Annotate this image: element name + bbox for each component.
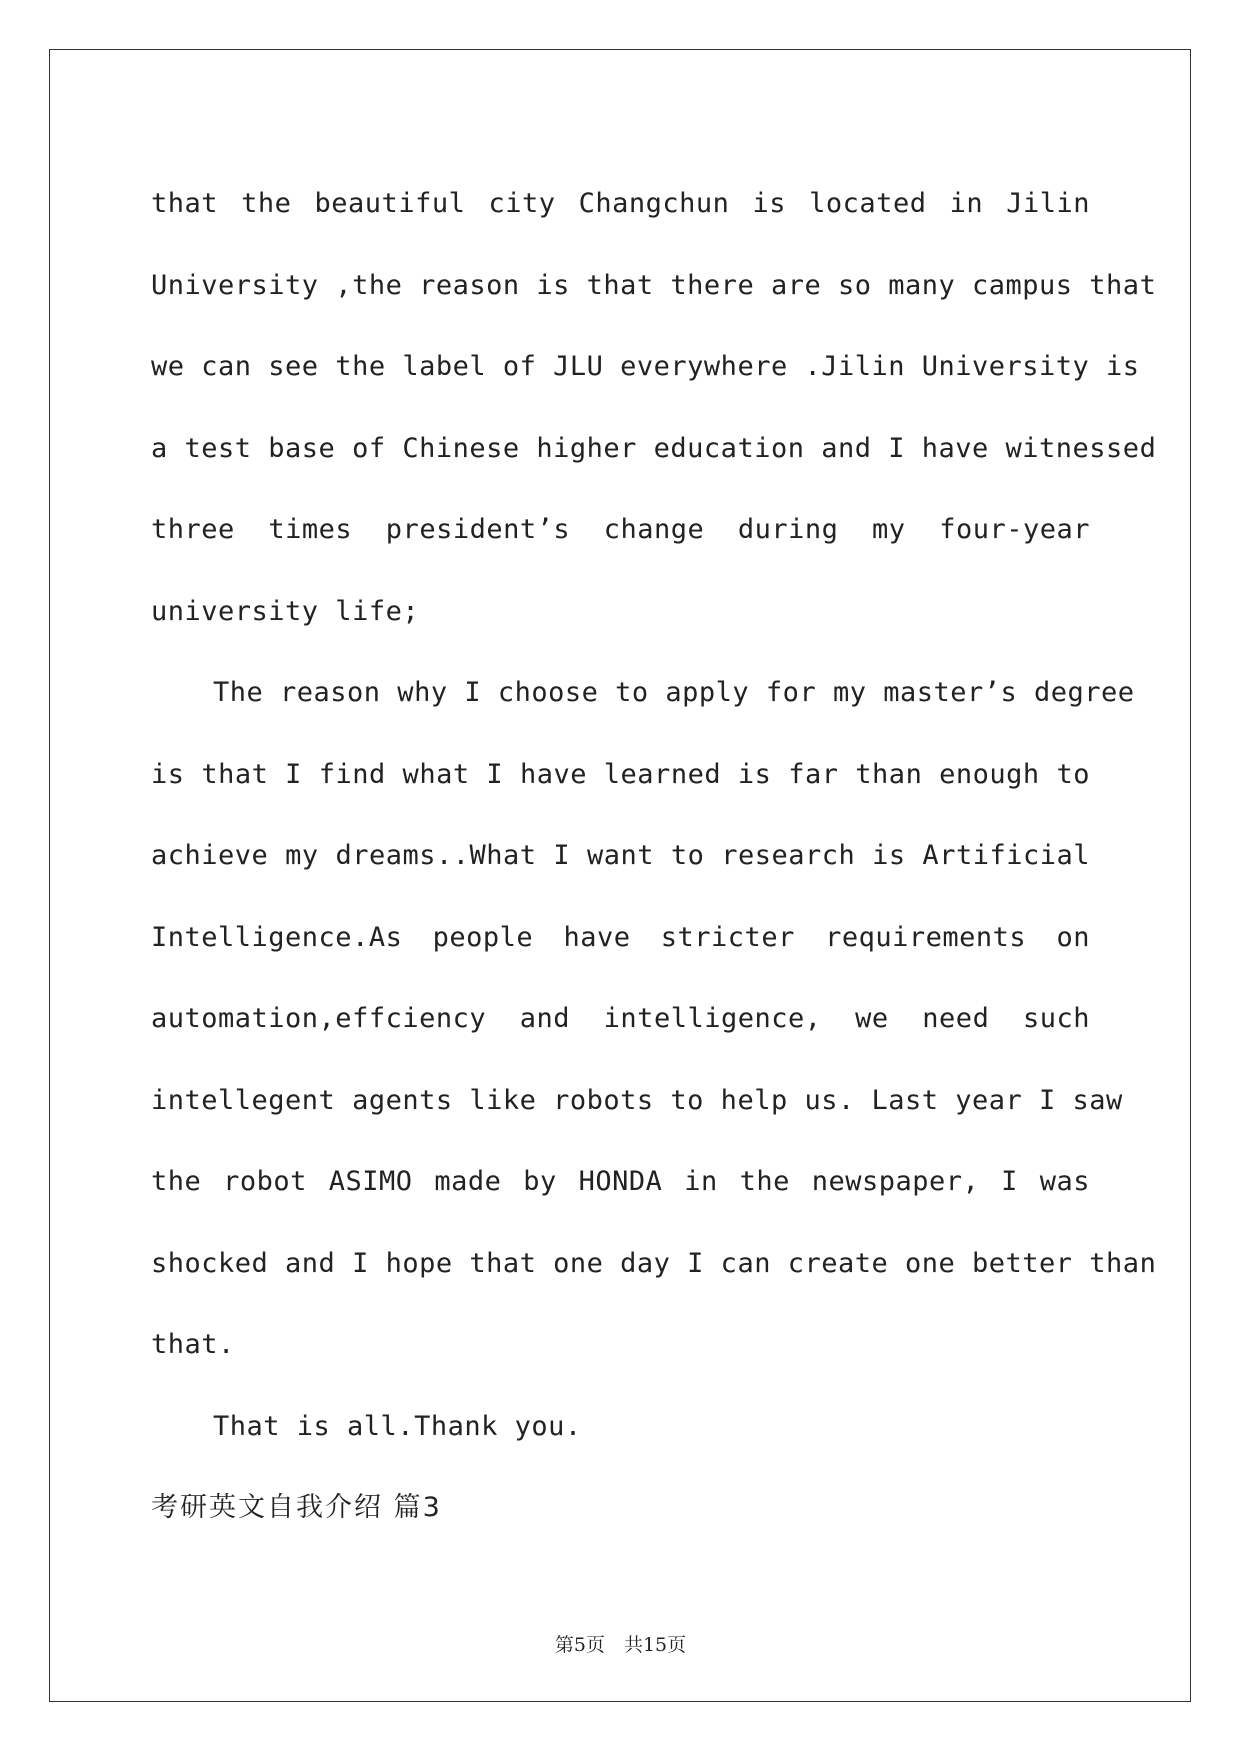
document-body (151, 163, 1157, 1549)
paragraph-3 (151, 1386, 1090, 1468)
section-heading: 考研英文自我介绍 篇3 (151, 1492, 442, 1523)
text-line: the robot ASIMO made by HONDA in the newspaper, I was (151, 1166, 1090, 1197)
text-line: we can see the label of JLU everywhere .Jilin University is (151, 351, 1140, 382)
text-line: university life; (151, 595, 420, 627)
page-number-footer: 第5页 共15页 (554, 1634, 687, 1656)
text-line: The reason why I choose to apply for my master’s degree (213, 677, 1135, 708)
text-line: That is all.Thank you. (213, 1410, 582, 1442)
text-line: that the beautiful city Changchun is located in Jilin (151, 188, 1090, 219)
text-line: is that I find what I have learned is far than enough to (151, 758, 1090, 790)
text-line: Intelligence.As people have stricter requirements on (151, 921, 1090, 953)
text-line: a test base of Chinese higher education and I have witnessed (151, 432, 1157, 464)
text-line: automation,effciency and intelligence, we need such (151, 1003, 1090, 1034)
text-line: achieve my dreams..What I want to research is Artificial (151, 840, 1090, 871)
paragraph-2 (151, 652, 1157, 1386)
paragraph-1 (151, 163, 1157, 652)
text-line: shocked and I hope that one day I can create one better than (151, 1247, 1157, 1279)
text-line: that. (151, 1329, 235, 1360)
text-line: University ,the reason is that there are so many campus that (151, 269, 1157, 301)
text-line: three times president’s change during my four-year (151, 514, 1090, 545)
text-line: intellegent agents like robots to help us. Last year I saw (151, 1084, 1123, 1116)
